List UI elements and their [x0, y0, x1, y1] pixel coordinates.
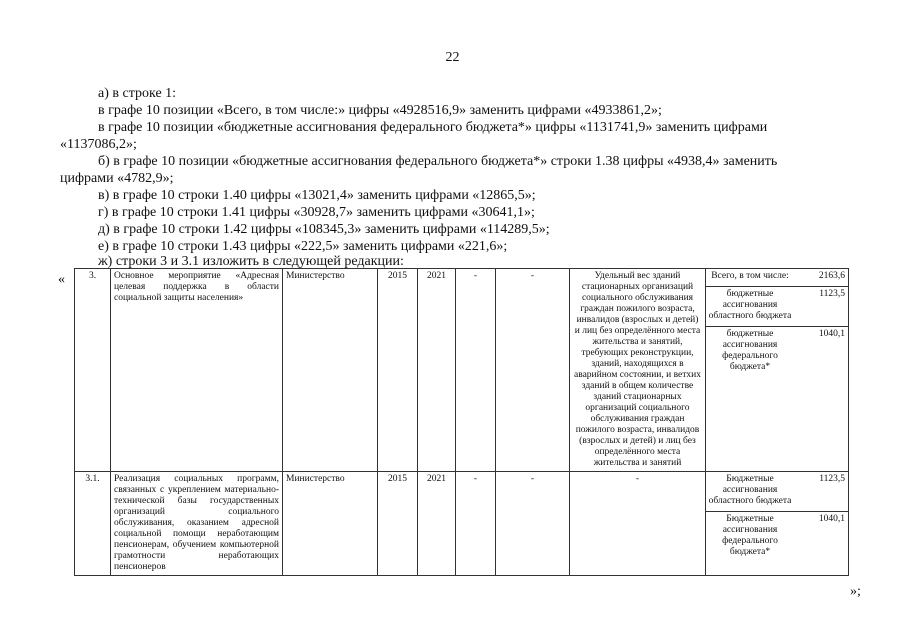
- funding-table: [706, 472, 848, 562]
- intro-line-a: а) в строке 1:: [98, 86, 177, 101]
- funding-cell: [706, 472, 849, 576]
- row-start-year: 2015: [378, 269, 418, 472]
- row-col6: -: [456, 472, 496, 576]
- page-number: 22: [445, 50, 460, 65]
- intro-line-a-federal: в графе 10 позиции «бюджетные ассигнования федерального бюджета*» цифры «1131741,9» заменить цифрами: [98, 120, 768, 135]
- program-table: [74, 268, 849, 576]
- open-quote: «: [58, 272, 65, 287]
- intro-line-e: е) в графе 10 строки 1.43 цифры «222,5» заменить цифрами «221,6»;: [98, 239, 508, 254]
- row-number: 3.1.: [75, 472, 111, 576]
- close-quote: »;: [850, 584, 861, 599]
- intro-line-a-federal-cont: «1137086,2»;: [60, 137, 137, 152]
- funding-row: [706, 472, 848, 512]
- row-end-year: 2021: [418, 269, 456, 472]
- row-number: 3.: [75, 269, 111, 472]
- funding-cell: [706, 269, 849, 472]
- intro-line-b-cont: цифрами «4782,9»;: [60, 171, 174, 186]
- funding-amount: 2163,6: [818, 271, 845, 281]
- intro-line-g: г) в графе 10 строки 1.41 цифры «30928,7» заменить цифрами «30641,1»;: [98, 205, 535, 220]
- row-end-year: 2021: [418, 472, 456, 576]
- row-start-year: 2015: [378, 472, 418, 576]
- table-row: [75, 472, 849, 576]
- funding-source: Бюджетные ассигнования областного бюджета: [708, 474, 792, 506]
- funding-source: бюджетные ассигнования областного бюджета: [706, 287, 794, 327]
- funding-source: Бюджетные ассигнования федерального бюджета*: [706, 512, 794, 563]
- row-col7: -: [496, 472, 570, 576]
- row-indicator: Удельный вес зданий стационарных организаций социального обслуживания граждан пожилого возраста, инвалидов (взрослых и детей) и лиц без определённого места жительства и занятий, требующих реконструкции, зданий, находящихся в аварийном состоянии, и ветхих зданий в общем количестве зданий стационарных организаций социального обслуживания граждан пожилого возраста, инвалидов (взрослых и детей) и лиц без определённого места жительства и занятий: [570, 269, 706, 472]
- intro-line-zh: ж) строки 3 и 3.1 изложить в следующей редакции:: [98, 254, 404, 269]
- funding-table: [706, 269, 848, 461]
- table-row: [75, 269, 849, 472]
- funding-row: [706, 327, 848, 462]
- funding-source: бюджетные ассигнования федерального бюджета*: [706, 327, 794, 462]
- funding-row: [706, 287, 848, 327]
- intro-line-b: б) в графе 10 позиции «бюджетные ассигнования федерального бюджета*» строки 1.38 цифры «4938,4» заменить: [98, 154, 778, 169]
- funding-amount: 1123,5: [819, 474, 845, 484]
- intro-line-d: д) в графе 10 строки 1.42 цифры «108345,3» заменить цифрами «114289,5»;: [98, 222, 550, 237]
- row-name: Реализация социальных программ, связанных с укреплением материально-технической базы государственных организаций социального обслуживания, оказанием адресной социальной помощи неработающим пенсионерам, обучением компьютерной грамотности неработающих пенсионеров: [111, 472, 283, 576]
- funding-source: Всего, в том числе:: [711, 271, 789, 281]
- row-executor: Министерство: [283, 472, 378, 576]
- intro-line-a-total: в графе 10 позиции «Всего, в том числе:» цифры «4928516,9» заменить цифрами «4933861,2»;: [98, 103, 662, 118]
- funding-amount: 1040,1: [794, 327, 848, 462]
- funding-amount: 1040,1: [794, 512, 848, 563]
- row-name: Основное мероприятие «Адресная целевая поддержка в области социальной защиты населения»: [111, 269, 283, 472]
- row-col6: -: [456, 269, 496, 472]
- funding-row: [706, 269, 848, 287]
- row-col7: -: [496, 269, 570, 472]
- row-executor: Министерство: [283, 269, 378, 472]
- row-indicator: -: [570, 472, 706, 576]
- intro-line-v: в) в графе 10 строки 1.40 цифры «13021,4» заменить цифрами «12865,5»;: [98, 188, 536, 203]
- funding-row: [706, 512, 848, 563]
- funding-amount: 1123,5: [794, 287, 848, 327]
